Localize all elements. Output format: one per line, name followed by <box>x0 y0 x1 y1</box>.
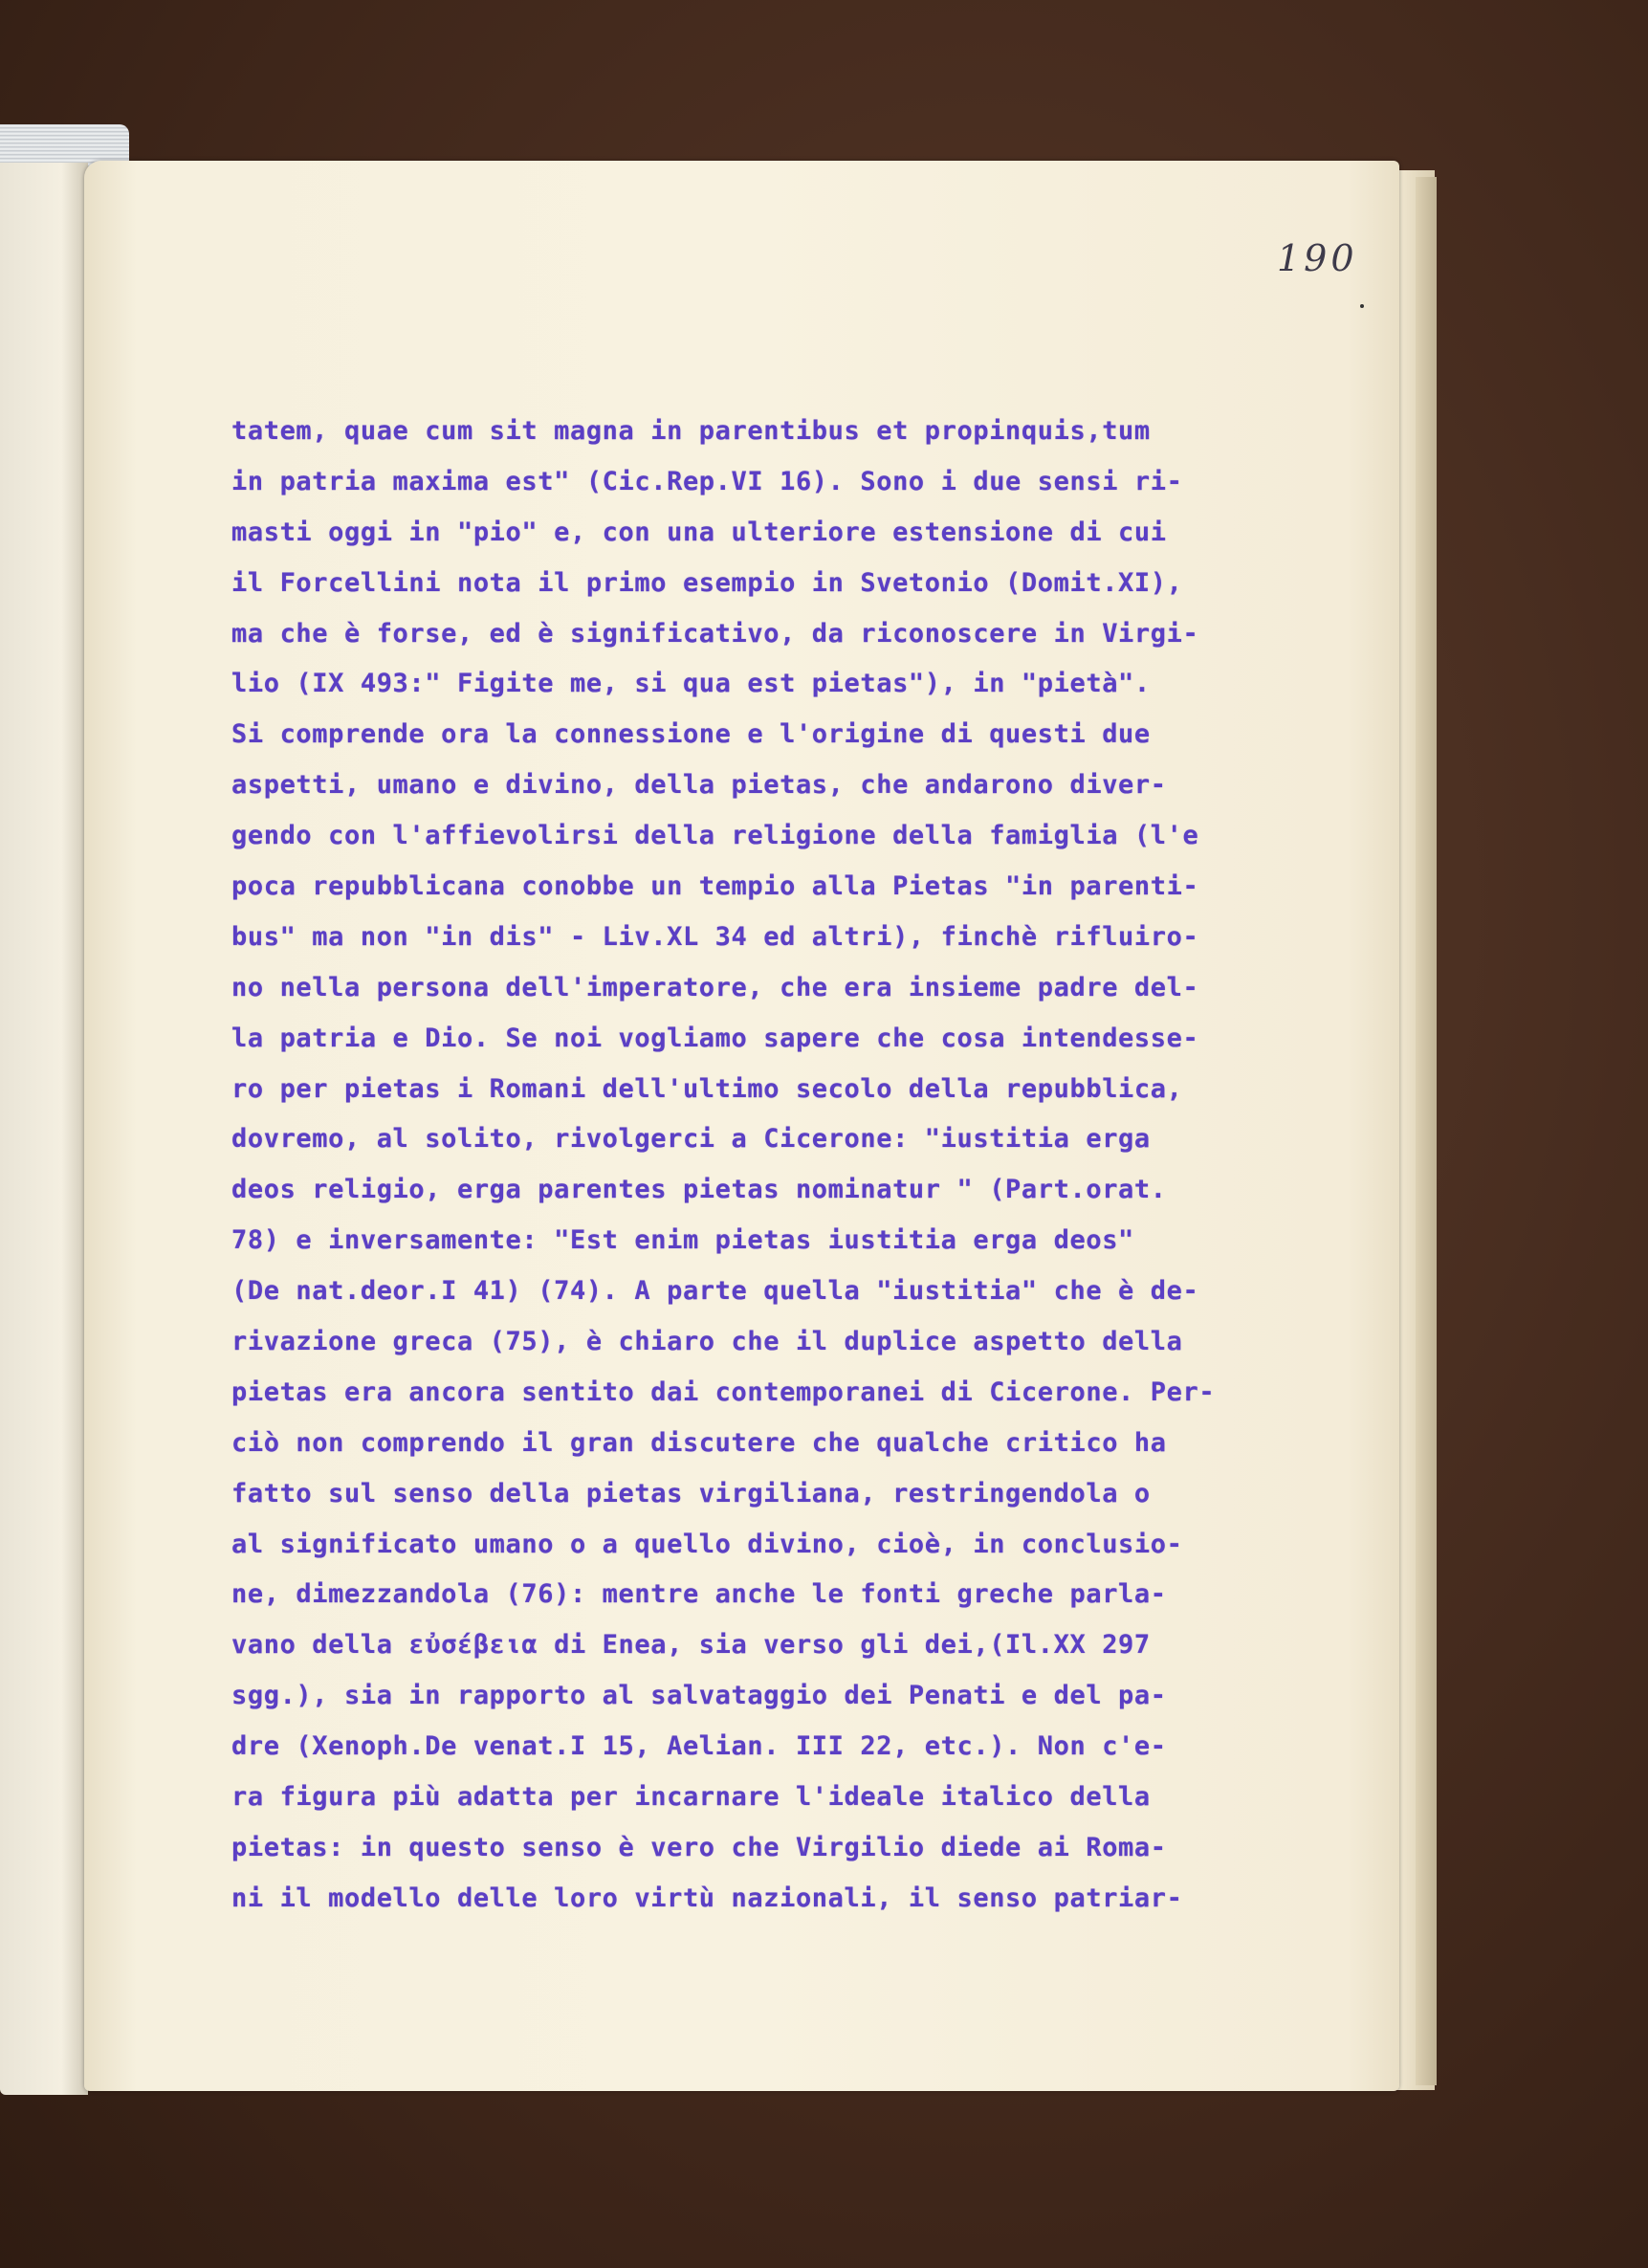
text-line: vano della εὐσέβεια di Enea, sia verso gli dei,(Il.XX 297 <box>231 1630 1151 1661</box>
page-number: 190 <box>1277 237 1358 279</box>
text-line: poca repubblicana conobbe un tempio alla Pietas "in parenti- <box>231 871 1199 902</box>
text-line: tatem, quae cum sit magna in parentibus et propinquis,tum <box>231 416 1151 446</box>
text-line: ra figura più adatta per incarnare l'ideale italico della <box>231 1782 1151 1813</box>
text-line: al significato umano o a quello divino, cioè, in conclusio- <box>231 1529 1183 1559</box>
text-line: ro per pietas i Romani dell'ultimo secolo della repubblica, <box>231 1073 1183 1104</box>
text-line: sgg.), sia in rapporto al salvataggio dei Penati e del pa- <box>231 1681 1167 1711</box>
text-line: (De nat.deor.I 41) (74). A parte quella "iustitia" che è de- <box>231 1276 1199 1307</box>
text-line: pietas era ancora sentito dai contemporanei di Cicerone. Per- <box>231 1376 1216 1407</box>
text-line: pietas: in questo senso è vero che Virgilio diede ai Roma- <box>231 1832 1167 1862</box>
typed-text-block <box>231 407 1303 1925</box>
text-line: in patria maxima est" (Cic.Rep.VI 16). Sono i due sensi ri- <box>231 466 1183 496</box>
text-line: deos religio, erga parentes pietas nominatur " (Part.orat. <box>231 1175 1167 1205</box>
text-line: aspetti, umano e divino, della pietas, che andarono diver- <box>231 770 1167 801</box>
left-page-edge <box>0 163 88 2095</box>
text-line: la patria e Dio. Se noi vogliamo sapere che cosa intendesse- <box>231 1023 1199 1053</box>
text-line: dre (Xenoph.De venat.I 15, Aelian. III 22, etc.). Non c'e- <box>231 1731 1167 1762</box>
text-line: ne, dimezzandola (76): mentre anche le fonti greche parla- <box>231 1579 1167 1610</box>
text-line: lio (IX 493:" Figite me, si qua est pietas"), in "pietà". <box>231 669 1151 699</box>
text-line: ciò non comprendo il gran discutere che qualche critico ha <box>231 1427 1167 1458</box>
text-line: 78) e inversamente: "Est enim pietas iustitia erga deos" <box>231 1225 1134 1256</box>
paper-speck <box>1360 304 1364 308</box>
text-line: gendo con l'affievolirsi della religione della famiglia (l'e <box>231 821 1199 851</box>
text-line: masti oggi in "pio" e, con una ulteriore estensione di cui <box>231 517 1167 547</box>
text-line: no nella persona dell'imperatore, che era insieme padre del- <box>231 972 1199 1002</box>
text-line: ni il modello delle loro virtù nazionali, il senso patriar- <box>231 1883 1183 1913</box>
text-line: Si comprende ora la connessione e l'origine di questi due <box>231 719 1151 750</box>
text-line: rivazione greca (75), è chiaro che il duplice aspetto della <box>231 1327 1183 1357</box>
text-line: dovremo, al solito, rivolgerci a Cicerone: "iustitia erga <box>231 1124 1151 1155</box>
right-page-stack-shadow <box>1416 177 1437 2085</box>
text-line: bus" ma non "in dis" - Liv.XL 34 ed altri), finchè rifluiro- <box>231 921 1199 952</box>
text-line: fatto sul senso della pietas virgiliana, restringendola o <box>231 1478 1151 1508</box>
text-line: il Forcellini nota il primo esempio in Svetonio (Domit.XI), <box>231 567 1183 598</box>
text-line: ma che è forse, ed è significativo, da riconoscere in Virgi- <box>231 618 1199 649</box>
